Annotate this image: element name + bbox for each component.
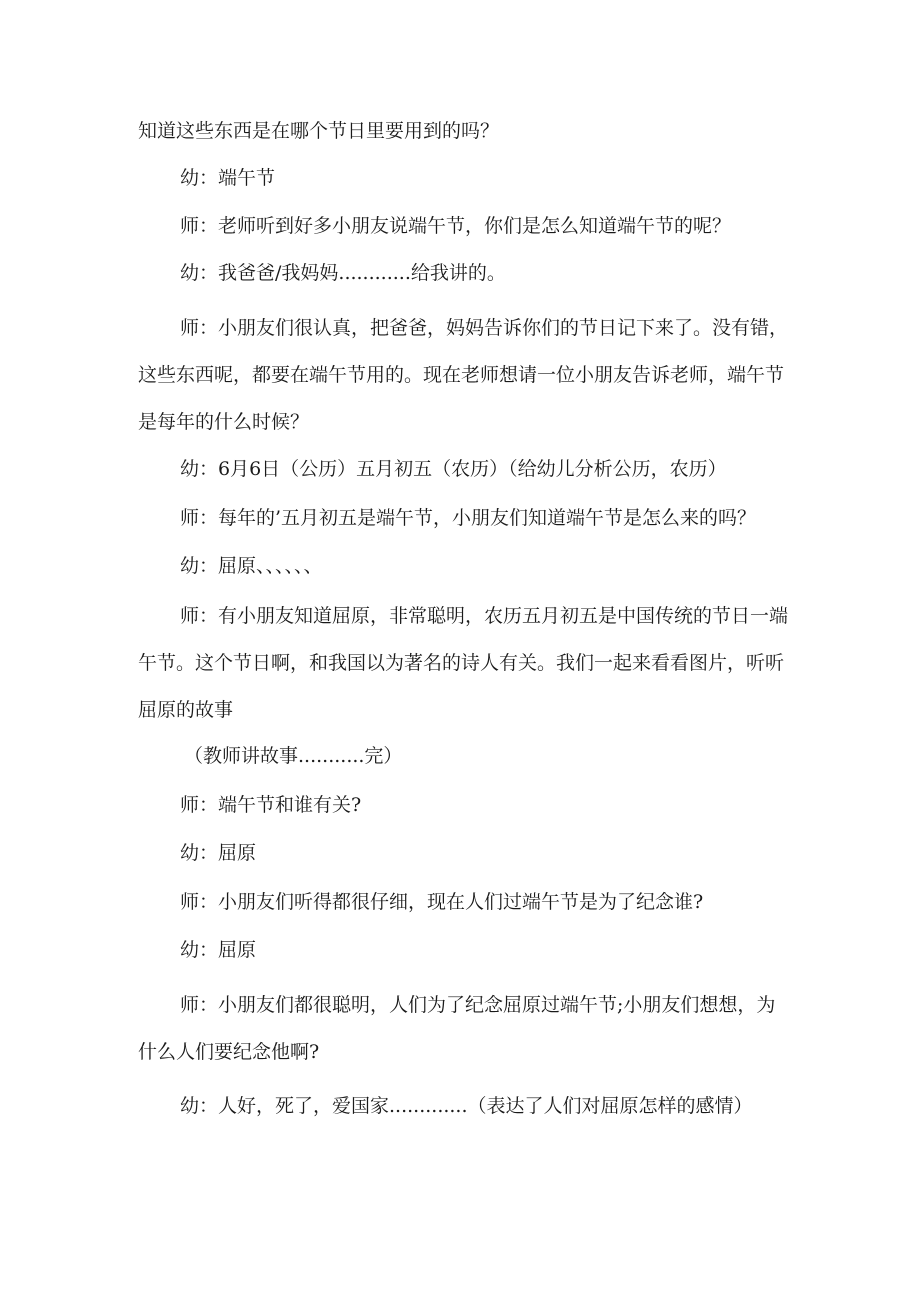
paragraph-8: 幼：屈原、、、、、、 (180, 555, 323, 577)
paragraph-12: 幼：屈原 (180, 842, 257, 864)
paragraph-9: 师：有小朋友知道屈原，非常聪明，农历五月初五是中国传统的节日一端午节。这个节日啊，和我国以为著名的诗人有关。我们一起来看看图片，听听屈原的故事 (138, 605, 789, 721)
paragraph-13: 师：小朋友们听得都很仔细，现在人们过端午节是为了纪念谁? (180, 891, 704, 913)
paragraph-14: 幼：屈原 (180, 939, 257, 961)
paragraph-2: 幼：端午节 (180, 167, 276, 189)
paragraph-7: 师：每年的’五月初五是端午节，小朋友们知道端午节是怎么来的吗？ (180, 507, 757, 529)
paragraph-4: 幼：我爸爸/我妈妈............给我讲的。 (180, 262, 506, 284)
paragraph-6: 幼：6月6日（公历）五月初五（农历）（给幼儿分析公历，农历） (180, 458, 727, 480)
paragraph-10: （教师讲故事...........完） (184, 745, 403, 767)
paragraph-15: 师：小朋友们都很聪明，人们为了纪念屈原过端午节;小朋友们想想，为什么人们要纪念他啊? (138, 994, 776, 1063)
paragraph-16: 幼：人好，死了，爱国家.............（表达了人们对屈原怎样的感情） (180, 1095, 753, 1117)
paragraph-3: 师：老师听到好多小朋友说端午节，你们是怎么知道端午节的呢？ (180, 215, 732, 237)
paragraph-1: 知道这些东西是在哪个节日里要用到的吗？ (138, 120, 500, 142)
paragraph-11: 师：端午节和谁有关? (180, 794, 362, 816)
paragraph-5: 师：小朋友们很认真，把爸爸，妈妈告诉你们的节日记下来了。没有错，这些东西呢，都要在端午节用的。现在老师想请一位小朋友告诉老师，端午节是每年的什么时候？ (138, 317, 789, 433)
